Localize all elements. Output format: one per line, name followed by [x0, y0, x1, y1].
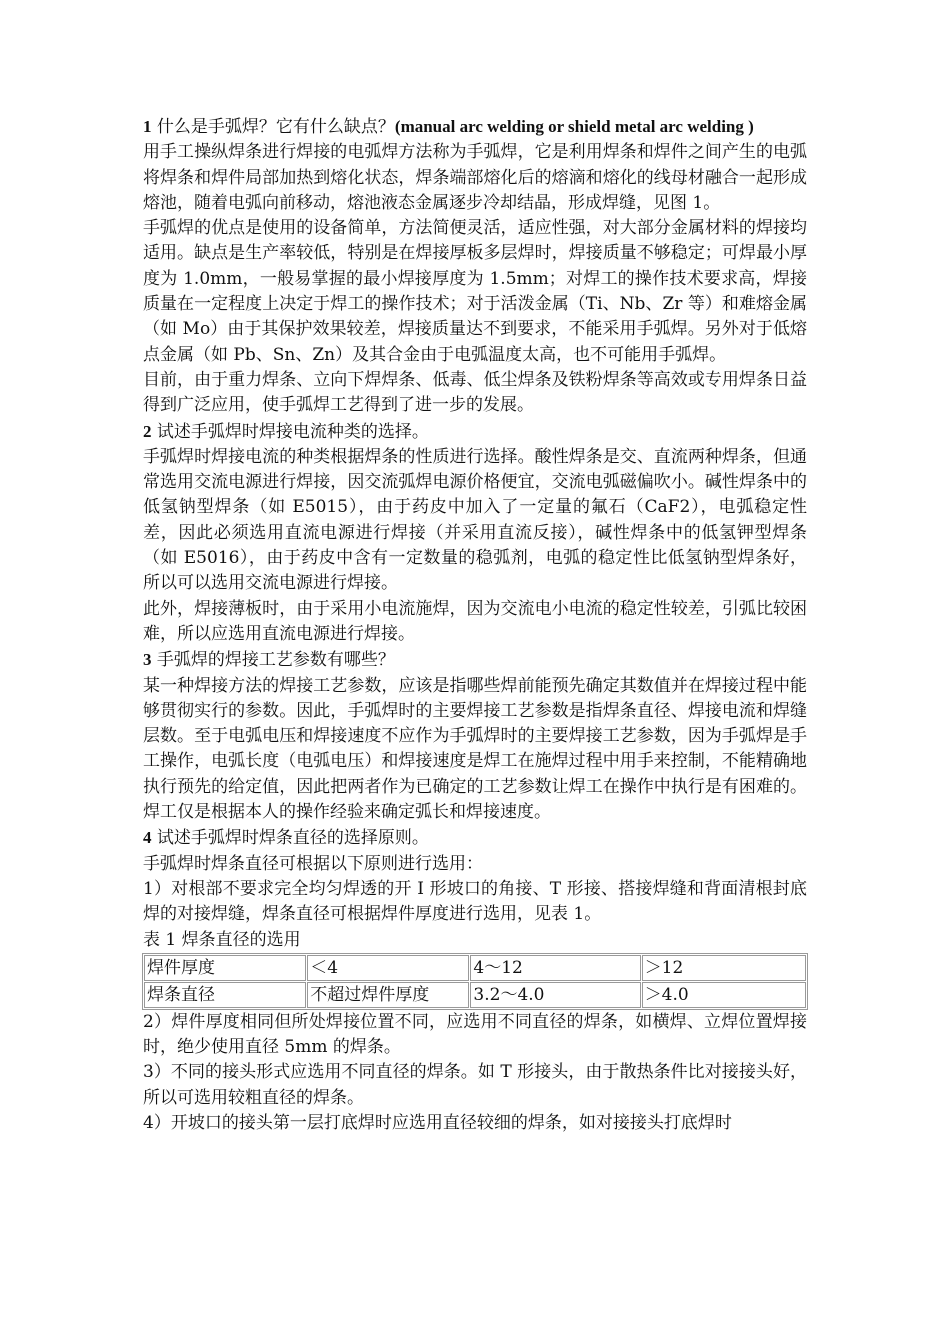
question-title: 试述手弧焊时焊条直径的选择原则。 [151, 828, 429, 849]
paragraph: 1）对根部不要求完全均匀焊透的开 I 形坡口的角接、T 形接、搭接焊缝和背面清根封底焊的对接焊缝，焊条直径可根据焊件厚度进行选用，见表 1。 [143, 878, 807, 925]
table-row [144, 955, 806, 981]
question-heading-3 [143, 647, 807, 673]
question-title: 什么是手弧焊？它有什么缺点？ [151, 117, 395, 137]
table-cell: ＞12 [642, 955, 806, 981]
paragraph: 手弧焊时焊条直径可根据以下原则进行选用： [143, 853, 483, 874]
document-page [143, 114, 807, 1136]
question-title: 手弧焊的焊接工艺参数有哪些？ [151, 650, 395, 671]
question-heading-2 [143, 419, 807, 445]
question-number: 4 [143, 828, 152, 848]
paragraph: 4）开坡口的接头第一层打底焊时应选用直径较细的焊条，如对接接头打底焊时 [143, 1112, 732, 1133]
paragraph: 某一种焊接方法的焊接工艺参数，应该是指哪些焊前能预先确定其数值并在焊接过程中能够贯彻实行的参数。因此，手弧焊时的主要焊接工艺参数是指焊条直径、焊接电流和焊缝层数。至于电弧电压和焊接速度不应作为手弧焊时的主要焊接工艺参数，因为手弧焊是手工操作，电弧长度（电弧电压）和焊接速度是焊工在施焊过程中用手来控制，不能精确地执行预先的给定值，因此把两者作为已确定的工艺参数让焊工在操作中执行是有困难的。焊工仅是根据本人的操作经验来确定弧长和焊接速度。 [143, 675, 807, 823]
table-cell: ＜4 [307, 955, 469, 981]
paragraph: 用手工操纵焊条进行焊接的电弧焊方法称为手弧焊，它是利用焊条和焊件之间产生的电弧将焊条和焊件局部加热到熔化状态，焊条端部熔化后的熔滴和熔化的线母材融合一起形成熔池，随着电弧向前移动，熔池液态金属逐步冷却结晶，形成焊缝，见图 1。 [143, 142, 807, 213]
table-cell: ＞4.0 [642, 982, 806, 1008]
table-cell: 焊件厚度 [144, 955, 306, 981]
question-number: 1 [143, 117, 152, 136]
question-heading-1 [143, 114, 807, 140]
table-cell: 焊条直径 [144, 982, 306, 1008]
table-cell: 3.2～4.0 [470, 982, 640, 1008]
table-caption: 表 1 焊条直径的选用 [143, 929, 301, 950]
table-cell: 4～12 [470, 955, 640, 981]
electrode-diameter-table [142, 953, 808, 1010]
paragraph: 手弧焊时焊接电流的种类根据焊条的性质进行选择。酸性焊条是交、直流两种焊条，但通常选用交流电源进行焊接，因交流弧焊电源价格便宜，交流电弧磁偏吹小。碱性焊条中的低氢钠型焊条（如 E5015），由于药皮中加入了一定量的氟石（CaF2），电弧稳定性差，因此必须选用直流电源进行焊接（并采用直流反接），碱性焊条中的低氢钾型焊条（如 E5016），由于药皮中含有一定数量的稳弧剂，电弧的稳定性比低氢钠型焊条好，所以可以选用交流电源进行焊接。 [143, 446, 807, 594]
paragraph: 3）不同的接头形式应选用不同直径的焊条。如 T 形接头，由于散热条件比对接接头好，所以可选用较粗直径的焊条。 [143, 1062, 807, 1108]
question-number: 2 [143, 421, 152, 441]
paragraph: 2）焊件厚度相同但所处焊接位置不同，应选用不同直径的焊条，如横焊、立焊位置焊接时，绝少使用直径 5mm 的焊条。 [143, 1011, 807, 1058]
paragraph: 手弧焊的优点是使用的设备简单，方法简便灵活，适应性强，对大部分金属材料的焊接均适用。缺点是生产率较低，特别是在焊接厚板多层焊时，焊接质量不够稳定；可焊最小厚度为 1.0mm，一般易掌握的最小焊接厚度为 1.5mm；对焊工的操作技术要求高，焊接质量在一定程度上决定于焊工的操作技术；对于活泼金属（Ti、Nb、Zr 等）和难熔金属（如 Mo）由于其保护效果较差，焊接质量达不到要求，不能采用手弧焊。另外对于低熔点金属（如 Pb、Sn、Zn）及其合金由于电弧温度太高，也不可能用手弧焊。 [143, 218, 807, 365]
question-title: 试述手弧焊时焊接电流种类的选择。 [151, 421, 429, 442]
table-row [144, 982, 806, 1008]
table-cell: 不超过焊件厚度 [307, 982, 469, 1008]
question-title-english: (manual arc welding or shield metal arc welding ) [394, 117, 754, 136]
question-heading-4 [143, 825, 807, 851]
paragraph: 目前，由于重力焊条、立向下焊焊条、低毒、低尘焊条及铁粉焊条等高效或专用焊条日益得到广泛应用，使手弧焊工艺得到了进一步的发展。 [143, 369, 807, 416]
question-number: 3 [143, 650, 152, 670]
paragraph: 此外，焊接薄板时，由于采用小电流施焊，因为交流电小电流的稳定性较差，引弧比较困难，所以应选用直流电源进行焊接。 [143, 598, 807, 644]
